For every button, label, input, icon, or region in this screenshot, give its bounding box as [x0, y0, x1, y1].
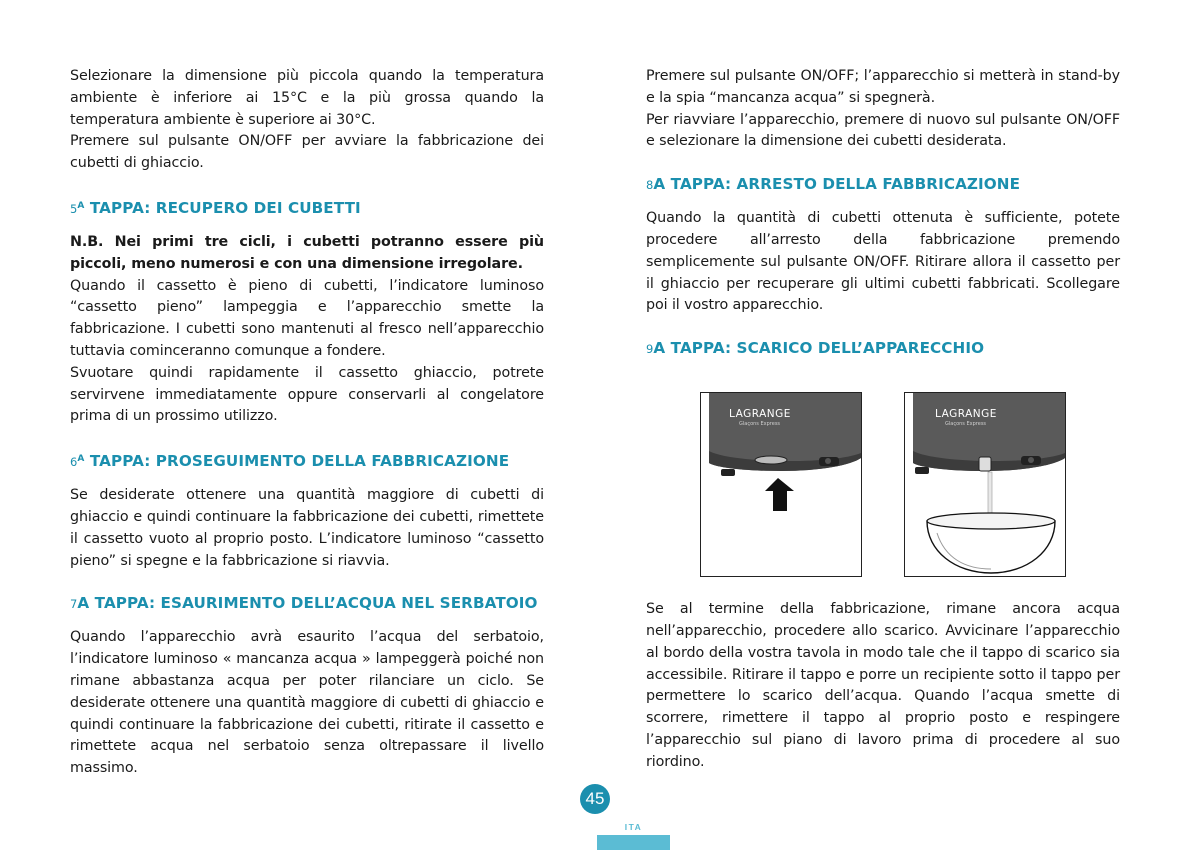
right-column [646, 66, 1120, 774]
step8-text: Quando la quantità di cubetti ottenuta è sufficiente, potete procedere all’arresto della fabbricazione premendo semplicemente sul pulsante ON/OFF. Ritirare allora il cassetto per il ghiaccio per recuperare gli ultimi cubetti fabbricati. Scollegare poi il vostro apparecchio. [646, 210, 1120, 314]
step5-text-1: Quando il cassetto è pieno di cubetti, l’indicatore luminoso “cassetto pieno” lampeggia e l’apparecchio smette la fabbricazione. I cubetti sono mantenuti al fresco nell’apparecchio tuttavia cominceranno comunque a fondere. [70, 277, 544, 359]
page-number: 45 [580, 784, 610, 814]
model-label: Glaçons Express [945, 421, 987, 428]
brand-logo: LAGRANGE [729, 408, 791, 421]
drain-illustrations [646, 359, 1120, 599]
step7-heading: 7A TAPPA: ESAURIMENTO DELL’ACQUA NEL SERBATOIO [70, 594, 538, 613]
step8-heading: 8A TAPPA: ARRESTO DELLA FABBRICAZIONE [646, 175, 1021, 194]
step7-text: Quando l’apparecchio avrà esaurito l’acqua del serbatoio, l’indicatore luminoso « mancanza acqua » lampeggerà poiché non rimane abbastanza acqua per poter rilanciare un ciclo. Se desiderate ottenere una quantità maggiore di cubetti di ghiaccio e quindi continuare la fabbricazione dei cubetti, ritirate il cassetto e rimettete acqua nel serbatoio senza oltrepassare il livello massimo. [70, 629, 544, 777]
brand-logo: LAGRANGE [935, 408, 997, 421]
language-label: ITA [624, 822, 643, 832]
step6-heading: $6^A$ TAPPA: PROSEGUIMENTO DELLA FABBRICAZIONE [70, 452, 510, 471]
language-bar [597, 835, 670, 850]
temperature-instructions: Selezionare la dimensione più piccola quando la temperatura ambiente è inferiore ai 15°C e la più grossa quando la temperatura ambiente è superiore ai 30°C. [70, 68, 544, 128]
step5-note: N.B. Nei primi tre cicli, i cubetti potranno essere più piccoli, meno numerosi e con una dimensione irregolare. [70, 233, 544, 272]
model-label: Glaçons Express [739, 421, 781, 428]
start-instructions: Premere sul pulsante ON/OFF per avviare la fabbricazione dei cubetti di ghiaccio. [70, 133, 544, 172]
drain-water-figure [904, 392, 1066, 577]
step5-text-2: Svuotare quindi rapidamente il cassetto ghiaccio, potrete servirvene immediatamente oppure conservarli al congelatore prima di un prossimo utilizzo. [70, 364, 544, 425]
standby-text: Premere sul pulsante ON/OFF; l’apparecchio si metterà in stand-by e la spia “mancanza acqua” si spegnerà. [646, 68, 1120, 106]
drain-plug-removal-figure [700, 392, 862, 577]
left-column [70, 66, 544, 780]
step6-text: Se desiderate ottenere una quantità maggiore di cubetti di ghiaccio e quindi continuare la fabbricazione dei cubetti, rimettete il cassetto vuoto al proprio posto. L’indicatore luminoso “cassetto pieno” si spegne e la fabbricazione si riavvia. [70, 487, 544, 569]
step9-heading: 9A TAPPA: SCARICO DELL’APPARECCHIO [646, 339, 985, 358]
push-arrow-icon [765, 478, 794, 511]
step5-heading: $5^A$ TAPPA: RECUPERO DEI CUBETTI [70, 198, 361, 217]
restart-text: Per riavviare l’apparecchio, premere di nuovo sul pulsante ON/OFF e selezionare la dimensione dei cubetti desiderata. [646, 111, 1120, 150]
step9-text: Se al termine della fabbricazione, rimane ancora acqua nell’apparecchio, procedere allo scarico. Avvicinare l’apparecchio al bordo della vostra tavola in modo tale che il tappo di scarico sia accessibile. Ritirare il tappo e porre un recipiente sotto il tappo per permettere lo scarico dell’acqua. Quando l’acqua smette di scorrere, rimettere il tappo al proprio posto e respingere l’apparecchio sul piano di lavoro prima di procedere al suo riordino. [646, 601, 1120, 770]
